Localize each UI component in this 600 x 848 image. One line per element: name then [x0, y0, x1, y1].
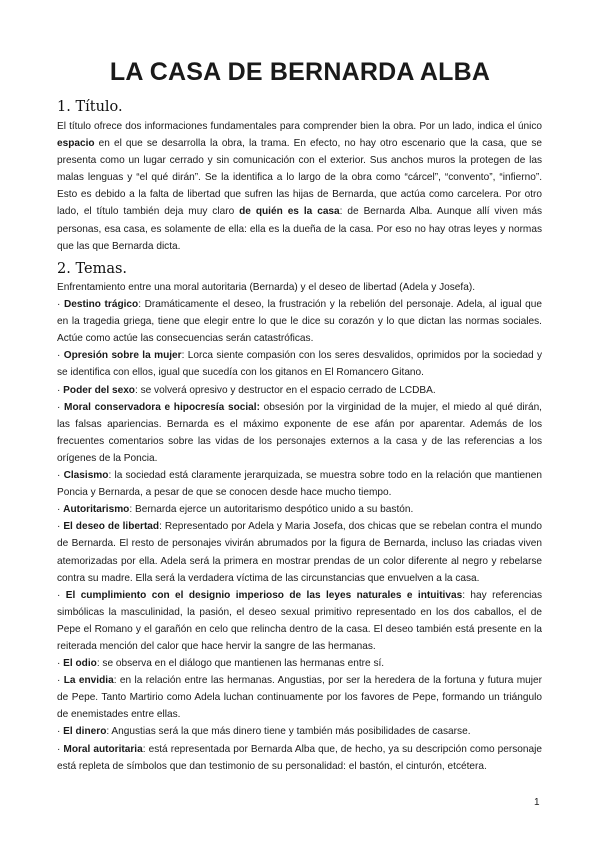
paragraph: [57, 399, 542, 467]
text-run: ·: [57, 726, 64, 738]
text-run: : la sociedad está claramente jerarquizada, se muestra sobre todo en la relación que mantienen Poncia y Bernarda, a pesar de que se conocen desde hace mucho tiempo.: [57, 470, 542, 499]
paragraph: [57, 723, 542, 740]
text-run: : Representado por Adela y Maria Josefa, dos chicas que se rebelan contra el mundo de Bernarda. El resto de personajes vivirán abrumados por la figura de Bernarda, incluso las criadas viven atemorizadas por ella. Adela será la primera en mostrar prendas de un color diferente al negro y rebelarse contra su madre. Ella será la verdadera víctima de las circunstancias que envuelven a la casa.: [57, 521, 542, 584]
paragraph: [57, 382, 542, 399]
section-body-temas: [57, 279, 542, 775]
text-run: en el que se desarrolla la obra, la trama. En efecto, no hay otro escenario que la casa, que se presenta como un lugar cerrado y sin comunicación con el exterior. Sus anchos muros la protegen de las malas lenguas y “el qué dirán”. Se la identifica a lo largo de la obra como “cárcel”, “convento”, “infierno”. Esto es debido a la falta de libertad que sufren las hijas de Bernarda, que actúa como carcelera. Por otro lado, el título también deja muy claro: [57, 138, 542, 218]
bold-text: Destino trágico: [63, 299, 139, 311]
text-run: ·: [57, 658, 64, 670]
bold-text: Clasismo: [63, 470, 109, 482]
text-run: ·: [57, 299, 64, 311]
bold-text: espacio: [57, 138, 95, 150]
bold-text: Poder del sexo: [63, 384, 135, 396]
text-run: : Bernarda ejerce un autoritarismo despótico unido a su bastón.: [129, 504, 414, 516]
paragraph: [57, 587, 542, 655]
paragraph: [57, 467, 542, 501]
text-run: ·: [57, 401, 65, 413]
page-number: 1: [534, 797, 540, 808]
text-run: : Lorca siente compasión con los seres desvalidos, oprimidos por la sociedad y se identifica con ellos, igual que sucedía con los gitanos en El Romancero Gitano.: [57, 350, 542, 379]
bold-text: El cumplimiento con el designio imperioso de las leyes naturales e intuitivas: [65, 589, 463, 601]
bold-text: El odio: [63, 658, 97, 670]
text-run: ·: [57, 384, 64, 396]
text-run: ·: [57, 743, 64, 755]
bold-text: Autoritarismo: [63, 504, 130, 516]
bold-text: Moral conservadora e hipocresía social:: [64, 401, 260, 413]
text-run: ·: [57, 675, 64, 687]
paragraph: [57, 501, 542, 518]
text-run: : de Bernarda Alba. Aunque allí viven más personas, esa casa, es solamente de ella: ella es la dueña de la casa. Por eso no hay otras leyes y normas que las que Bernarda dicta.: [57, 206, 543, 252]
paragraph: [57, 118, 542, 255]
bold-text: Opresión sobre la mujer: [63, 350, 182, 362]
text-run: ·: [57, 350, 64, 362]
paragraph: [57, 296, 542, 347]
text-run: : Dramáticamente el deseo, la frustración y la rebelión del personaje. Adela, al igual que en la tragedia griega, tiene que elegir entre lo que le dice su corazón y lo que dictan las normas sociales. Actúe como actúe las consecuencias serán catastróficas.: [57, 299, 542, 345]
document-title: LA CASA DE BERNARDA ALBA: [109, 58, 491, 86]
paragraph: [57, 347, 542, 381]
text-run: : está representada por Bernarda Alba que, de hecho, ya su descripción como personaje está repleta de símbolos que dan testimonio de su personalidad: el bastón, el cinturón, etcétera.: [57, 743, 542, 772]
paragraph: [57, 672, 542, 723]
paragraph: [57, 279, 542, 296]
text-run: : en la relación entre las hermanas. Angustias, por ser la heredera de la fortuna y futura mujer de Pepe. Tanto Martirio como Adela luchan continuamente por los favores de Pepe, formando un triángulo de enemistades entre ellas.: [57, 675, 543, 721]
bold-text: Moral autoritaria: [63, 743, 143, 755]
text-run: : se observa en el diálogo que mantienen las hermanas entre sí.: [96, 658, 385, 670]
text-run: Enfrentamiento entre una moral autoritaria (Bernarda) y el deseo de libertad (Adela y Josefa).: [57, 282, 475, 293]
text-run: ·: [57, 504, 64, 516]
section-body-titulo: [57, 118, 542, 255]
paragraph: [57, 741, 542, 775]
text-run: El título ofrece dos informaciones fundamentales para comprender bien la obra. Por un lado, indica el único: [57, 121, 542, 132]
text-run: ·: [57, 521, 64, 533]
section-heading-temas: 2. Temas.: [57, 261, 128, 277]
text-run: : hay referencias simbólicas la masculinidad, la pasión, el deseo sexual primitivo representado en los dos caballos, el de Pepe el Romano y el garañón en celo que relincha dentro de la casa. El deseo también está presente en la reiterada mención del calor que hace hervir la sangre de las hermanas.: [57, 589, 543, 652]
text-run: : se volverá opresivo y destructor en el espacio cerrado de LCDBA.: [134, 384, 436, 396]
text-run: ·: [57, 470, 64, 482]
bold-text: La envidia: [63, 675, 114, 687]
text-run: : Angustias será la que más dinero tiene y también más posibilidades de casarse.: [106, 726, 471, 738]
bold-text: El deseo de libertad: [63, 521, 160, 533]
text-run: ·: [57, 589, 66, 601]
text-run: obsesión por la virginidad de la mujer, el miedo al qué dirán, las falsas apariencias. Bernarda es el máximo exponente de ese afán por aparentar. Además de los frecuentes comentarios sobre las vidas de los personajes externos a la casa y de las referencias a los orígenes de la Poncia.: [57, 401, 542, 464]
section-heading-titulo: 1. Título.: [57, 99, 123, 115]
paragraph: [57, 518, 542, 586]
bold-text: El dinero: [63, 726, 107, 738]
bold-text: de quién es la casa: [239, 206, 340, 218]
paragraph: [57, 655, 542, 672]
